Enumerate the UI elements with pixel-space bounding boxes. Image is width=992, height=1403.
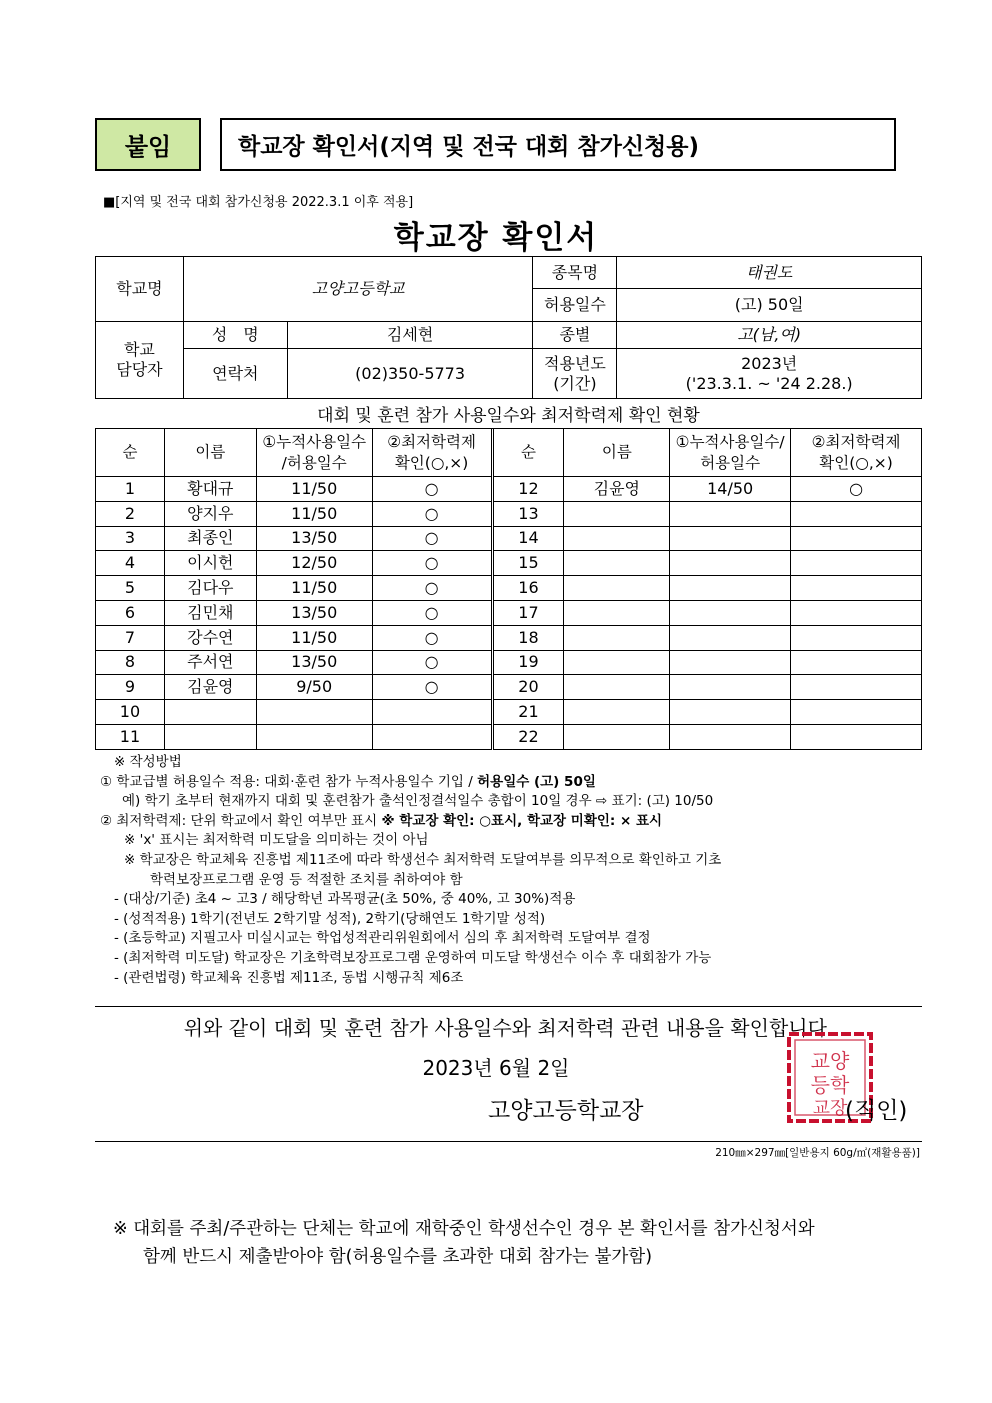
table-cell: 13/50 — [256, 600, 372, 625]
table-cell — [670, 576, 791, 601]
table-cell: 강수연 — [164, 625, 256, 650]
table-cell — [670, 625, 791, 650]
table-cell: 19 — [492, 650, 564, 675]
gender-label: 종별 — [533, 322, 617, 349]
table-cell — [670, 526, 791, 551]
school-name-label: 학교명 — [96, 257, 184, 322]
table-cell — [791, 600, 922, 625]
table-cell: 9 — [96, 675, 165, 700]
table-cell — [564, 675, 670, 700]
table-cell — [791, 724, 922, 749]
table-cell: ○ — [372, 625, 492, 650]
footer-divider — [95, 1141, 922, 1142]
table-cell — [564, 576, 670, 601]
allowed-days-label: 허용일수 — [533, 289, 617, 322]
table-row — [96, 501, 922, 526]
detail-5: - (관련법령) 학교체육 진흥법 제11조, 동법 시행규칙 제6조 — [114, 969, 464, 986]
instruction-2: ② 최저학력제: 단위 학교에서 확인 여부만 표시 ※ 학교장 확인: ○표시, 학교장 미확인: × 표시 — [100, 812, 663, 829]
table-cell — [164, 700, 256, 725]
submission-note-line-1: ※ 대회를 주최/주관하는 단체는 학교에 재학중인 학생선수인 경우 본 확인서를 참가신청서와 — [113, 1219, 815, 1239]
header-cell: 순 — [96, 429, 165, 477]
table-cell — [256, 724, 372, 749]
table-cell: 11/50 — [256, 501, 372, 526]
table-cell — [791, 526, 922, 551]
table-cell: ○ — [372, 501, 492, 526]
table-cell: 4 — [96, 551, 165, 576]
form-heading: 학교장 확인서(지역 및 전국 대회 참가신청용) — [220, 118, 896, 171]
table-row — [96, 700, 922, 725]
table-cell — [791, 650, 922, 675]
instruction-2-note-c: 학력보장프로그램 운영 등 적절한 조치를 취하여야 함 — [150, 871, 463, 888]
table-cell: 11/50 — [256, 625, 372, 650]
table-cell: ○ — [372, 675, 492, 700]
athlete-table — [95, 428, 922, 750]
table-cell: 6 — [96, 600, 165, 625]
table-cell — [791, 625, 922, 650]
table-cell — [564, 724, 670, 749]
detail-1: - (대상/기준) 초4 ~ 고3 / 해당학년 과목평균(초 50%, 중 40%, 고 30%)적용 — [114, 891, 576, 908]
table-cell — [670, 675, 791, 700]
table-cell — [256, 700, 372, 725]
confirmation-statement: 위와 같이 대회 및 훈련 참가 사용일수와 최저학력 관련 내용을 확인합니다. — [183, 1016, 834, 1040]
submission-note — [113, 1215, 815, 1271]
table-cell: 11/50 — [256, 576, 372, 601]
header-cell: ②최저학력제 확인(○,×) — [791, 429, 922, 477]
svg-text:교장: 교장 — [812, 1098, 848, 1119]
table-cell — [564, 650, 670, 675]
table-cell — [164, 724, 256, 749]
table-cell — [791, 675, 922, 700]
sport-label: 종목명 — [533, 257, 617, 289]
table-cell: ○ — [372, 526, 492, 551]
table-row — [96, 724, 922, 749]
table-cell — [564, 600, 670, 625]
instructions — [100, 753, 930, 988]
table-cell: 11/50 — [256, 477, 372, 502]
table-cell — [564, 551, 670, 576]
table-cell: 13/50 — [256, 650, 372, 675]
table-cell: 10 — [96, 700, 165, 725]
table-cell: 2 — [96, 501, 165, 526]
table-cell: ○ — [372, 650, 492, 675]
header-cell: ①누적사용일수 /허용일수 — [256, 429, 372, 477]
table-cell: 5 — [96, 576, 165, 601]
table-cell: ○ — [791, 477, 922, 502]
table-cell: 주서연 — [164, 650, 256, 675]
table-cell: 양지우 — [164, 501, 256, 526]
instruction-1-example: 예) 학기 초부터 현재까지 대회 및 훈련참가 출석인정결석일수 총합이 10일 경우 ⇨ 표기: (고) 10/50 — [122, 793, 714, 810]
table-cell — [564, 700, 670, 725]
document-title: 학교장 확인서 — [393, 220, 599, 256]
table-cell — [791, 551, 922, 576]
table-cell — [791, 576, 922, 601]
school-info-table — [95, 256, 922, 399]
svg-text:교양: 교양 — [810, 1049, 850, 1073]
table-cell — [564, 526, 670, 551]
table-cell — [670, 600, 791, 625]
table-cell: 22 — [492, 724, 564, 749]
table-cell: 14/50 — [670, 477, 791, 502]
svg-text:등학: 등학 — [810, 1073, 850, 1097]
table-cell: 13 — [492, 501, 564, 526]
table-cell: 13/50 — [256, 526, 372, 551]
table-cell: 7 — [96, 625, 165, 650]
detail-4: - (최저학력 미도달) 학교장은 기초학력보장프로그램 운영하여 미도달 학생선수 이수 후 대회참가 가능 — [114, 949, 712, 966]
table-header-row — [96, 429, 922, 477]
table-row — [96, 477, 922, 502]
contact-value: (02)350-5773 — [287, 349, 533, 399]
gender-value: 고(남,여) — [617, 322, 922, 349]
table-cell — [791, 700, 922, 725]
table-cell — [670, 551, 791, 576]
table-cell — [372, 700, 492, 725]
table-cell: 12 — [492, 477, 564, 502]
manager-name-value: 김세현 — [287, 322, 533, 349]
table-row — [96, 650, 922, 675]
instruction-1: ① 학교급별 허용일수 적용: 대회·훈련 참가 누적사용일수 기입 / 허용일수 (고) 50일 — [100, 773, 596, 790]
table-cell: ○ — [372, 576, 492, 601]
table-cell: 20 — [492, 675, 564, 700]
table-cell — [791, 501, 922, 526]
table-cell: 15 — [492, 551, 564, 576]
year-label: 적용년도 (기간) — [533, 349, 617, 399]
table-cell: 김윤영 — [164, 675, 256, 700]
table-cell — [372, 724, 492, 749]
table-cell: 김민채 — [164, 600, 256, 625]
table-row — [96, 576, 922, 601]
table-row — [96, 526, 922, 551]
header-cell: ②최저학력제 확인(○,×) — [372, 429, 492, 477]
table-cell: ○ — [372, 477, 492, 502]
sport-value: 태권도 — [617, 257, 922, 289]
table-row — [96, 675, 922, 700]
signer-name: 고양고등학교장 — [488, 1098, 644, 1124]
table-cell: 황대규 — [164, 477, 256, 502]
table-cell — [670, 700, 791, 725]
table-cell: 이시헌 — [164, 551, 256, 576]
table-cell: 16 — [492, 576, 564, 601]
table-cell: 9/50 — [256, 675, 372, 700]
attachment-tag: 붙임 — [95, 118, 201, 171]
table-cell: 1 — [96, 477, 165, 502]
year-cell — [617, 349, 922, 399]
table-cell: 3 — [96, 526, 165, 551]
table-cell — [564, 625, 670, 650]
detail-3: - (초등학교) 지필고사 미실시교는 학업성적관리위원회에서 심의 후 최저학력 도달여부 결정 — [114, 930, 651, 947]
table-cell: 8 — [96, 650, 165, 675]
manager-label: 학교 담당자 — [96, 322, 184, 399]
manager-name-label: 성 명 — [183, 322, 287, 349]
table-row — [96, 625, 922, 650]
signature-date: 2023년 6월 2일 — [422, 1056, 570, 1080]
table-cell: 김윤영 — [564, 477, 670, 502]
table-cell: 김다우 — [164, 576, 256, 601]
table-cell — [670, 501, 791, 526]
detail-2: - (성적적용) 1학기(전년도 2학기말 성적), 2학기(당해연도 1학기말 성적) — [114, 910, 546, 927]
table-cell — [670, 724, 791, 749]
instructions-heading: ※ 작성방법 — [114, 754, 182, 770]
instruction-2-note-a: ※ 'x' 표시는 최저학력 미도달을 의미하는 것이 아님 — [124, 832, 429, 849]
seal-label: (직인) — [845, 1098, 908, 1124]
table-cell — [670, 650, 791, 675]
table-cell: ○ — [372, 600, 492, 625]
applicability-note: ■[지역 및 전국 대회 참가신청용 2022.3.1 이후 적용] — [103, 195, 414, 210]
table-cell: 21 — [492, 700, 564, 725]
contact-label: 연락처 — [183, 349, 287, 399]
table-cell: 18 — [492, 625, 564, 650]
usage-section-title: 대회 및 훈련 참가 사용일수와 최저학력제 확인 현황 — [95, 398, 922, 429]
header-cell: 순 — [492, 429, 564, 477]
divider — [95, 1006, 922, 1007]
instruction-2-note-b: ※ 학교장은 학교체육 진흥법 제11조에 따라 학생선수 최저학력 도달여부를 의무적으로 확인하고 기초 — [124, 851, 722, 868]
table-row — [96, 551, 922, 576]
submission-note-line-2: 함께 반드시 제출받아야 함(허용일수를 초과한 대회 참가는 불가함) — [143, 1247, 653, 1267]
school-name-value: 고양고등학교 — [183, 257, 533, 322]
paper-spec: 210㎜×297㎜[일반용지 60g/㎡(재활용품)] — [715, 1147, 920, 1159]
period-value: ('23.3.1. ~ '24 2.28.) — [685, 373, 853, 393]
table-cell: 최종인 — [164, 526, 256, 551]
header-cell: 이름 — [164, 429, 256, 477]
year-value: 2023년 — [741, 353, 798, 373]
table-cell: 11 — [96, 724, 165, 749]
table-cell: ○ — [372, 551, 492, 576]
header-cell: 이름 — [564, 429, 670, 477]
table-cell: 12/50 — [256, 551, 372, 576]
table-cell: 14 — [492, 526, 564, 551]
allowed-days-value: (고) 50일 — [617, 289, 922, 322]
table-cell — [564, 501, 670, 526]
table-row — [96, 600, 922, 625]
table-cell: 17 — [492, 600, 564, 625]
header-cell: ①누적사용일수/ 허용일수 — [670, 429, 791, 477]
